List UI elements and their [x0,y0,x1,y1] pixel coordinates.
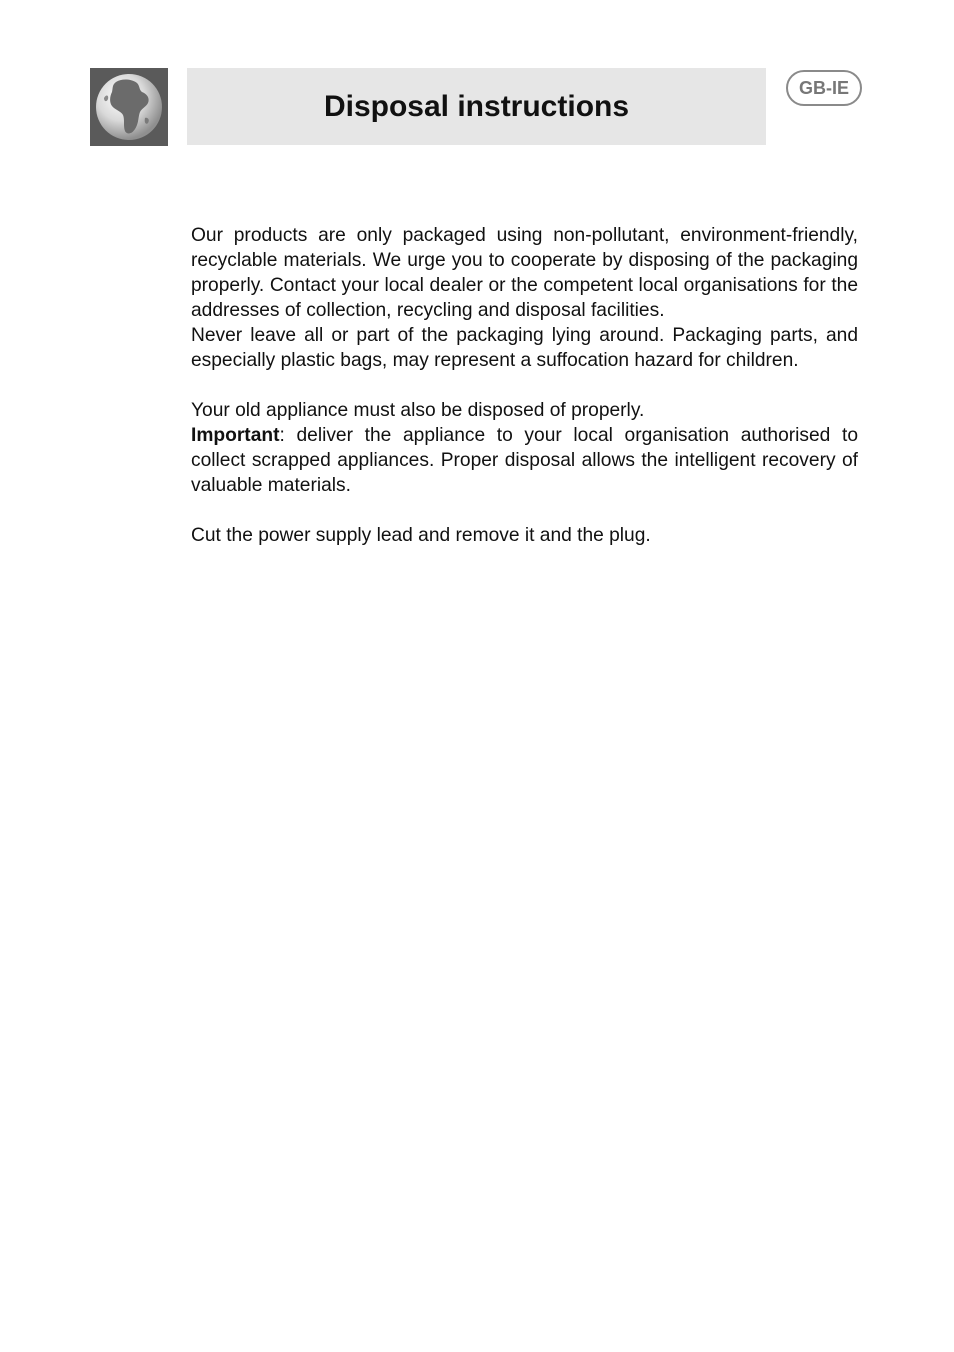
page-title: Disposal instructions [323,89,630,123]
paragraph-spacer [191,498,858,523]
paragraph-packaging: Our products are only packaged using non-pollutant, environment-friendly, recyclable materials. We urge you to cooperate by disposing of the packaging properly. Contact your local dealer or the competent local organisations for the addresses of collection, recycling and disposal facilities. [191,225,858,321]
important-text: : deliver the appliance to your local organisation authorised to collect scrapped appliances. Proper disposal allows the intelligent recovery of valuable materials. [191,425,858,496]
globe-icon [90,68,168,146]
important-label: Important [191,425,280,446]
paragraph-packaging-hazard: Never leave all or part of the packaging lying around. Packaging parts, and especially plastic bags, may represent a suffocation hazard for children. [191,325,858,371]
paragraph-important [191,423,858,498]
paragraph-old-appliance: Your old appliance must also be disposed of properly. [191,400,645,421]
language-badge: GB-IE [786,70,862,106]
paragraph-spacer [191,373,858,398]
title-bar [187,68,766,145]
paragraph-power-lead: Cut the power supply lead and remove it and the plug. [191,525,651,546]
body-text [191,223,858,548]
